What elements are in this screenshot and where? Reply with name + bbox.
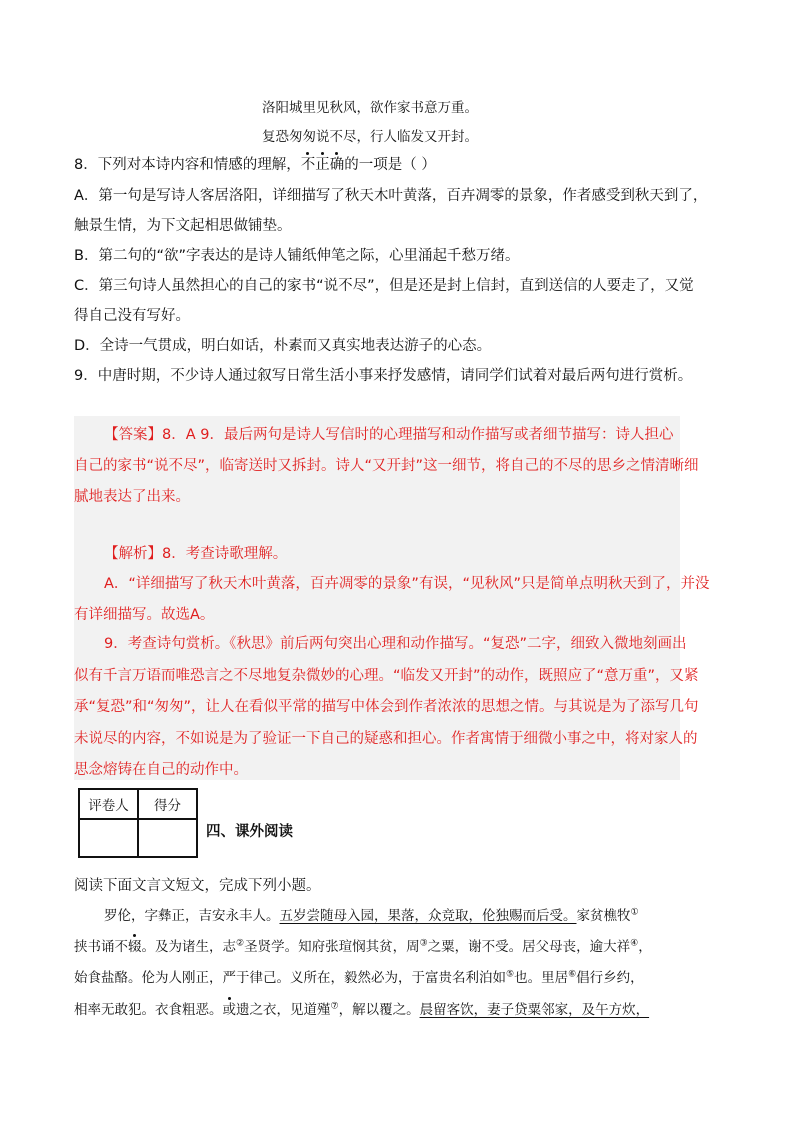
passage-text: 始食盐酪。伦为人刚正，严于律己。义所在，毅然必为，于富贵名利泊如 xyxy=(74,970,506,986)
emphasis-char-zheng: 正 xyxy=(315,157,330,173)
footnote-5: ⑤ xyxy=(506,969,515,980)
option-c-line-2: 得自己没有写好。 xyxy=(74,308,190,324)
passage-text: 圣贤学。知府张瑄悯其贫，周 xyxy=(244,939,420,955)
passage-text: 倡行乡约， xyxy=(576,970,644,986)
passage-text: 家贫樵牧 xyxy=(576,908,631,924)
footnote-6: ⑥ xyxy=(568,969,577,980)
passage-text: 罗伦，字彝正，吉安永丰人。 xyxy=(104,908,280,924)
section-title: 四、课外阅读 xyxy=(206,824,293,840)
passage-text: ，解以覆之。 xyxy=(338,1002,420,1018)
answer-line-1: 【答案】8．A 9．最后两句是诗人写信时的心理描写和动作描写或者细节描写：诗人担心 xyxy=(104,427,674,443)
underlined-sentence-2: 晨留客饮，妻子贷粟邻家，及午方炊， xyxy=(419,1002,650,1018)
emphasis-char-huo: 或 xyxy=(222,1002,236,1018)
passage-text: 相率无敢犯。衣食粗恶。 xyxy=(74,1002,223,1018)
question-8-stem xyxy=(74,155,436,175)
emphasis-char-chuo: 辍 xyxy=(128,939,142,955)
score-table-score-header: 得分 xyxy=(138,789,197,819)
analysis-heading: 【解析】8．考查诗歌理解。 xyxy=(104,546,288,562)
answer-line-3: 腻地表达了出来。 xyxy=(74,489,190,505)
emphasis-char-not: 不 xyxy=(300,157,316,173)
question-9-stem: 9．中唐时期，不少诗人通过叙写日常生活小事来抒发感情，请同学们试着对最后两句进行赏析。 xyxy=(74,368,693,384)
passage-line-3 xyxy=(74,968,644,988)
footnote-4: ④ xyxy=(630,938,639,949)
passage-text: 之粟，谢不受。居父母丧，逾大祥 xyxy=(427,939,631,955)
option-a-line-1: A．第一句是写诗人客居洛阳，详细描写了秋天木叶黄落，百卉凋零的景象，作者感受到秋天到了， xyxy=(74,188,708,204)
score-table-score-cell xyxy=(138,819,197,857)
answer-line-2: 自己的家书“说不尽”，临寄送时又拆封。诗人“又开封”这一细节，将自己的不尽的思乡之情清晰细 xyxy=(74,458,699,474)
passage-text: 遗之衣，见道殣 xyxy=(236,1002,331,1018)
option-a-line-2: 触景生情，为下文起相思做铺垫。 xyxy=(74,218,292,234)
poem-line-2: 复恐匆匆说不尽，行人临发又开封。 xyxy=(262,129,478,145)
passage-text: 也。里居 xyxy=(514,970,569,986)
footnote-3: ③ xyxy=(419,938,428,949)
passage-line-1 xyxy=(104,906,639,926)
score-table xyxy=(78,788,198,858)
analysis-line-3: 9．考查诗句赏析。《秋思》前后两句突出心理和动作描写。“复恐”二字，细致入微地刻画出 xyxy=(104,636,687,652)
score-table-grader-header: 评卷人 xyxy=(79,789,138,819)
option-d: D．全诗一气贯成，明白如话，朴素而又真实地表达游子的心态。 xyxy=(74,338,492,354)
analysis-line-4: 似有千言万语而唯恐言之不尽地复杂微妙的心理。“临发又开封”的动作，既照应了“意万重”，又紧 xyxy=(74,668,699,684)
passage-text: ， xyxy=(638,939,652,955)
footnote-1: ① xyxy=(630,907,639,918)
question-8-stem-post: 的一项是（ ） xyxy=(344,157,436,173)
option-c-line-1: C．第三句诗人虽然担心的自己的家书“说不尽”，但是还是封上信封，直到送信的人要走了，又觉 xyxy=(74,278,694,294)
analysis-line-2: 有详细描写。故选A。 xyxy=(74,607,215,623)
analysis-line-5: 承“复恐”和“匆匆”，让人在看似平常的描写中体会到作者浓浓的思想之情。与其说是为了添写几句 xyxy=(74,699,699,715)
score-table-grader-cell xyxy=(79,819,138,857)
analysis-line-1: A．“详细描写了秋天木叶黄落，百卉凋零的景象”有误，“见秋风”只是简单点明秋天到了，并没 xyxy=(104,576,710,592)
footnote-7: ⑦ xyxy=(330,1001,339,1012)
question-8-stem-pre: 8．下列对本诗内容和情感的理解， xyxy=(74,157,301,173)
emphasis-char-que: 确 xyxy=(329,157,345,173)
passage-text: 挟书诵不 xyxy=(74,939,128,955)
analysis-line-7: 思念熔铸在自己的动作中。 xyxy=(74,762,248,778)
reading-intro: 阅读下面文言文短文，完成下列小题。 xyxy=(74,878,321,894)
underlined-sentence-1: 五岁尝随母入园，果落，众竞取，伦独赐而后受。 xyxy=(279,908,577,924)
footnote-2: ② xyxy=(236,938,245,949)
option-b: B．第二句的“欲”字表达的是诗人铺纸伸笔之际，心里涌起千愁万绪。 xyxy=(74,248,520,264)
analysis-line-6: 未说尽的内容，不如说是为了验证一下自己的疑惑和担心。作者寓情于细微小事之中，将对家人的 xyxy=(74,731,698,747)
passage-line-4 xyxy=(74,1000,649,1020)
poem-line-1: 洛阳城里见秋风，欲作家书意万重。 xyxy=(262,100,478,116)
passage-text: 。及为诸生，志 xyxy=(141,939,236,955)
passage-line-2 xyxy=(74,937,652,957)
